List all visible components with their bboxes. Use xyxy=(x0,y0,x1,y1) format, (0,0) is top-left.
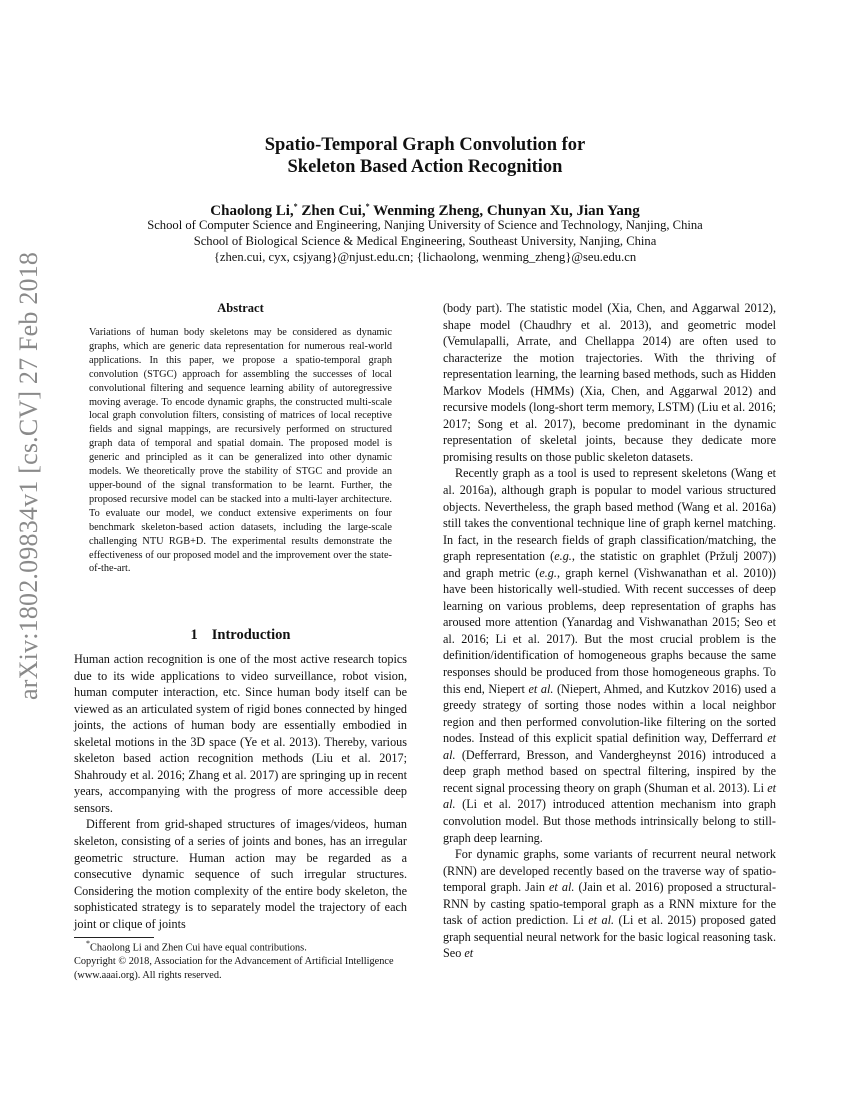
author: Chaolong Li,* xyxy=(210,202,298,219)
author-emails: {zhen.cui, cyx, csjyang}@njust.edu.cn; {lichaolong, wenming_zheng}@seu.edu.cn xyxy=(213,250,637,264)
abstract-heading: Abstract xyxy=(217,301,264,315)
title-line-1: Spatio-Temporal Graph Convolution for xyxy=(264,135,586,155)
paragraph: Human action recognition is one of the most active research topics due to its wide applications to video surveillance, robot vision, human computer interaction, etc. Since human body itself can be viewed as an articulated system of rigid bones connected by hinged joints, the actions of human body are essentially embodied in skeletal motions in the 3D space (Ye et al. 2013). Thereby, various skeleton based action recognition methods (Liu et al. 2017; Shahroudy et al. 2016; Zhang et al. 2017) are springing up in recent years, accompanying with the progress of more accessible deep sensors. xyxy=(74,652,407,815)
paragraph: For dynamic graphs, some variants of recurrent neural network (RNN) are developed recently based on the traverse way of spatio-temporal graph. Jain et al. (Jain et al. 2016) proposed a structural-RNN by casting spatio-temporal graph as a RNN mixture for the task of action prediction. Li et al. (Li et al. 2015) proposed gated graph sequential neural network for the basic logical reasoning task. Seo et xyxy=(443,847,776,961)
section-heading-introduction xyxy=(74,627,407,644)
affiliation-2: School of Biological Science & Medical Engineering, Southeast University, Nanjing, China xyxy=(193,234,657,248)
author: Zhen Cui,* xyxy=(301,202,370,219)
section-title: Introduction xyxy=(211,627,291,643)
paragraph: Different from grid-shaped structures of images/videos, human skeleton, consisting of a series of joints and bones, has an irregular geometric structure. Human action may be regarded as a consecutive dynamic sequence of such irregular structures. Considering the motion complexity of the entire body skeleton, the sophisticated strategy is to separately model the trajectory of each joint or clique of joints xyxy=(74,817,407,931)
footnote xyxy=(74,937,407,983)
footnote-contribution: *Chaolong Li and Zhen Cui have equal contributions. xyxy=(86,939,307,954)
title-line-2: Skeleton Based Action Recognition xyxy=(287,157,563,177)
paragraph: (body part). The statistic model (Xia, Chen, and Aggarwal 2012), shape model (Chaudhry et al. 2013), and geometric model (Vemulapalli, Arrate, and Chellappa 2014) are often used to characterize the motion trajectories. With the thriving of representation learning, the learning based methods, such as Hidden Markov Models (HMMs) (Xia, Chen, and Aggarwal 2012) and recursive models (long-short term memory, LSTM) (Liu et al. 2016; 2017; Song et al. 2017), become predominant in the dynamic representation of skeletal joints, because they dedicate more promising results on those public skeleton datasets. xyxy=(443,301,776,464)
right-column-body xyxy=(443,300,776,962)
paragraph: Recently graph as a tool is used to represent skeletons (Wang et al. 2016a), although graph is popular to model various structured objects. Nevertheless, the graph based method (Wang et al. 2016a) still takes the conventional technique line of graph kernel matching. In fact, in the research fields of graph classification/matching, the graph representation (e.g., the statistic on graphlet (Pržulj 2007)) and graph metric (e.g., graph kernel (Vishwanathan et al. 2010)) have been historically well-studied. With recent successes of deep learning on various problems, deep representation of graphs has aroused more attention (Yanardag and Vishwanathan 2015; Seo et al. 2016; Li et al. 2017). But the most crucial problem is the definition/identification of homogeneous graphs because the same responses should be produced from those homogeneous graphs. To this end, Niepert et al. (Niepert, Ahmed, and Kutzkov 2016) used a greedy strategy of sorting those nodes within a local neighbor region and then performed convolution-like filtering on the sorted nodes. Instead of this explicit spatial definition way, Defferrard et al. (Defferrard, Bresson, and Vandergheynst 2016) introduced a deep graph method based on spectral filtering, inspired by the recent signal processing theory on graph (Shuman et al. 2013). Li et al. (Li et al. 2017) introduced attention mechanism into graph convolution model. But those methods intrinsically belong to still-graph deep learning. xyxy=(443,466,777,845)
footnote-copyright: Copyright © 2018, Association for the Advancement of Artificial Intelligence (www.aaai.org). All rights reserved. xyxy=(74,956,394,982)
author: Jian Yang xyxy=(576,203,640,219)
left-column-body xyxy=(74,651,407,932)
arxiv-identifier-stamp: arXiv:1802.09834v1 [cs.CV] 27 Feb 2018 xyxy=(14,251,43,700)
author: Wenming Zheng, xyxy=(373,203,484,219)
affiliation-1: School of Computer Science and Engineering, Nanjing University of Science and Technology, Nanjing, China xyxy=(147,218,703,232)
paper-title xyxy=(0,134,850,178)
author: Chunyan Xu, xyxy=(486,203,573,219)
section-number: 1 xyxy=(190,627,198,643)
abstract-body: Variations of human body skeletons may be considered as dynamic graphs, which are generic data representation for numerous real-world applications. In this paper, we propose a spatio-temporal graph convolution (STGC) approach for assembling the successes of local convolutional filtering and sequence learning ability of autoregressive moving average. To encode dynamic graphs, the constructed multi-scale local graph convolution filters, consisting of matrices of local receptive fields and signal mappings, are recursively performed on structured graph data of temporal and spatial domain. The proposed model is generic and principled as it can be generalized into other dynamic models. We theoretically prove the stability of STGC and provide an upper-bound of the signal transformation to be learnt. Further, the proposed recursive model can be stacked into a multi-layer architecture. To evaluate our model, we conduct extensive experiments on four benchmark skeleton-based action datasets, including the large-scale challenging NTU RGB+D. The experimental results demonstrate the effectiveness of our proposed model and the improvement over the state-of-the-art. xyxy=(89,327,392,575)
